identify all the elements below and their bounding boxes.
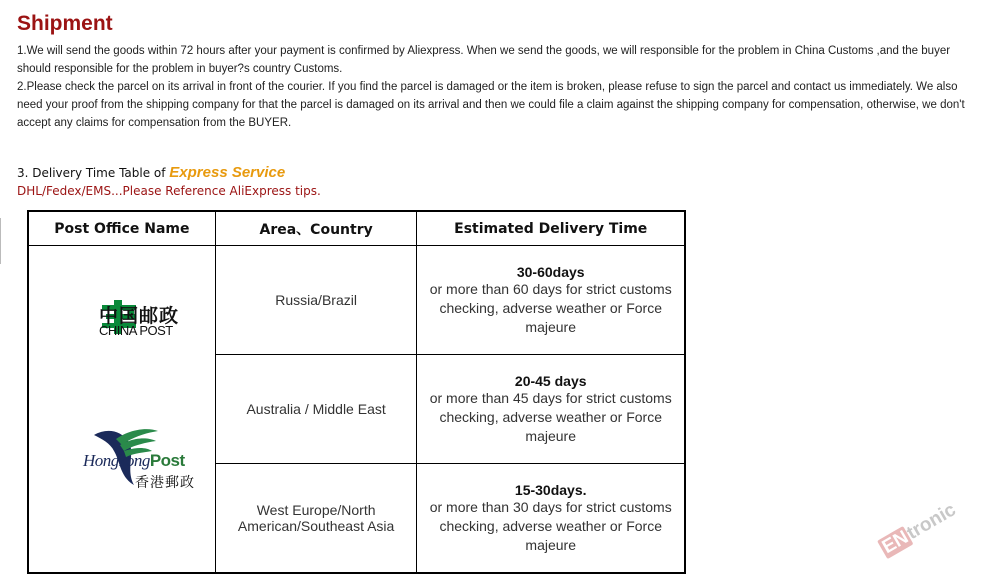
delivery-time-range: 15-30days. [514, 481, 587, 498]
delivery-time-cell [417, 246, 685, 355]
header-area-country: Area、Country [215, 211, 417, 246]
post-word: Post [149, 451, 185, 470]
watermark-prefix: EN [878, 526, 913, 559]
delivery-time-range: 20-45 days [514, 372, 587, 389]
post-office-logos-cell [28, 246, 215, 574]
delivery-heading-prefix: 3. Delivery Time Table of [17, 166, 170, 180]
express-service-label: Express Service [169, 164, 286, 181]
table-row [28, 246, 685, 355]
watermark-suffix: tronic [903, 499, 960, 544]
delivery-time-table [27, 210, 686, 574]
delivery-time-note: or more than 60 days for strict customs checking, adverse weather or Force majeure [429, 280, 672, 335]
delivery-time-range: 30-60days [516, 263, 585, 280]
china-post-logo [55, 299, 185, 339]
header-post-office: Post Office Name [28, 211, 215, 246]
courier-note: DHL/Fedex/EMS...Please Reference AliExpress tips. [17, 184, 321, 198]
area-cell: Russia/Brazil [215, 246, 417, 355]
delivery-time-cell [417, 464, 685, 574]
hongkong-post-wordmark [83, 451, 185, 471]
delivery-time-note: or more than 45 days for strict customs checking, adverse weather or Force majeure [429, 389, 672, 444]
hongkong-post-logo [39, 421, 211, 491]
page-title: Shipment [17, 12, 113, 35]
area-cell: Australia / Middle East [215, 355, 417, 464]
area-cell: West Europe/North American/Southeast Asia [215, 464, 417, 574]
china-post-chinese-name: 中国邮政 [99, 305, 180, 327]
shipment-paragraph-2: 2.Please check the parcel on its arrival in front of the courier. If you find the parcel is damaged or the item is broken, please refuse to sign the parcel and contact us immediately. We also need your proof from the shipping company for that the parcel is damaged on its arrival and then we could file a claim against the shipping company for compensation, otherwise, we don't accept any claims for compensation from the BUYER. [17, 81, 965, 129]
table-header-row [28, 211, 685, 246]
hongkong-word: Hongkong [83, 451, 150, 470]
header-delivery-time: Estimated Delivery Time [417, 211, 685, 246]
delivery-heading [17, 164, 285, 181]
delivery-time-note: or more than 30 days for strict customs checking, adverse weather or Force majeure [429, 498, 672, 553]
shipment-paragraph-1: 1.We will send the goods within 72 hours after your payment is confirmed by Aliexpress. When we send the goods, we will responsible for the problem in China Customs ,and the buyer should responsible for the problem in buyer?s country Customs. [17, 45, 951, 75]
entronic-watermark [877, 499, 960, 560]
china-post-english-name: CHINA POST [99, 323, 173, 338]
delivery-time-cell [417, 355, 685, 464]
left-edge-divider [0, 218, 1, 264]
hongkong-post-chinese-name: 香港郵政 [135, 475, 195, 491]
